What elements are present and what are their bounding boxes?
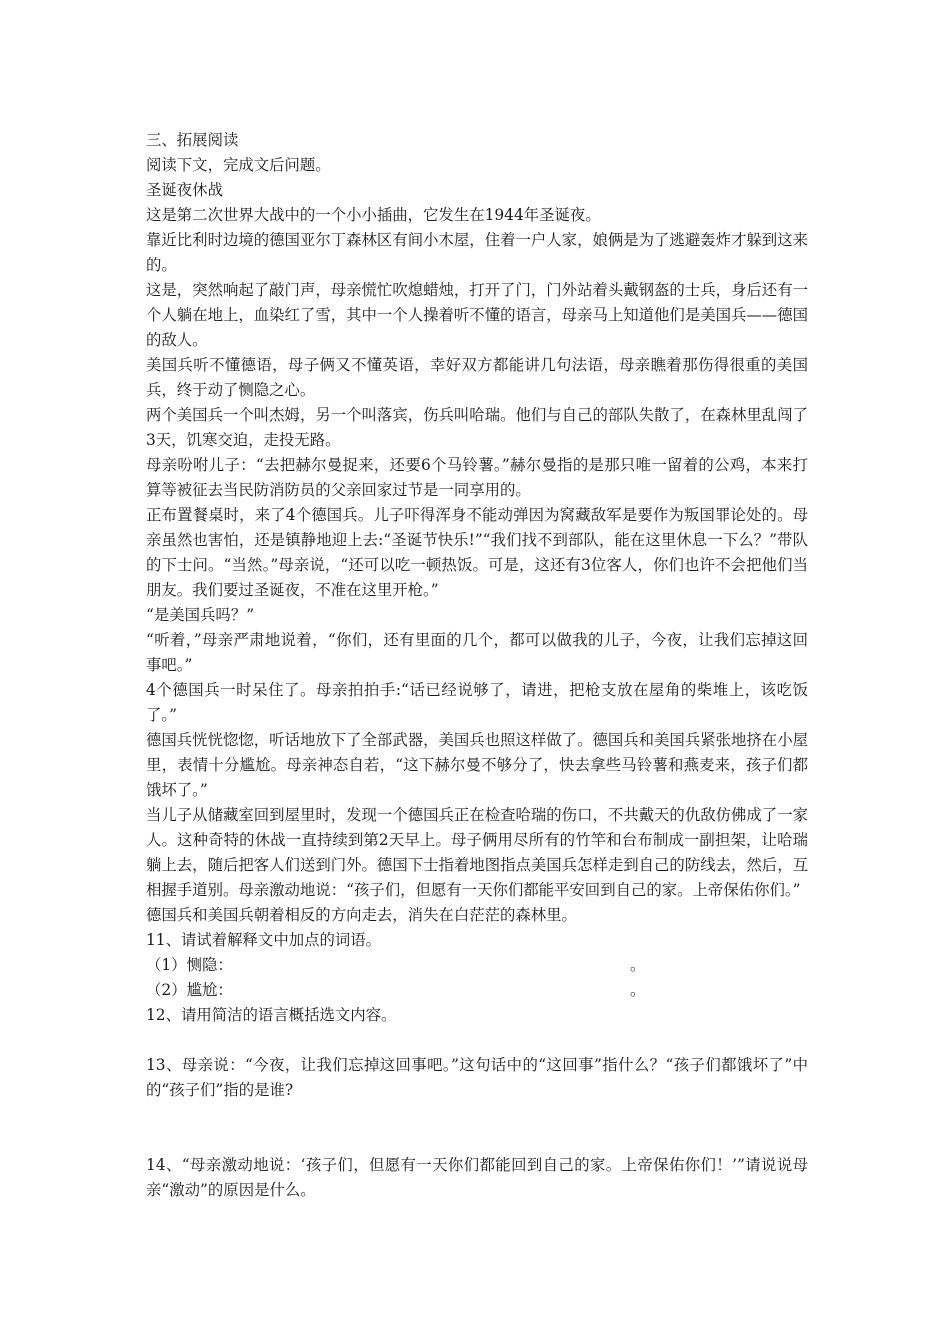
story-paragraph-6: 母亲吩咐儿子：“去把赫尔曼捉来，还要6个马铃薯。”赫尔曼指的是那只唯一留着的公鸡，本来打算等被征去当民防消防员的父亲回家过节是一同享用的。: [146, 456, 808, 499]
story-paragraph-5: 两个美国兵一个叫杰姆，另一个叫落宾，伤兵叫哈瑞。他们与自己的部队失散了，在森林里乱闯了3天，饥寒交迫，走投无路。: [146, 406, 808, 449]
answer-space-12: [146, 1028, 808, 1053]
question-12: 12、请用简洁的语言概括选文内容。: [146, 1006, 397, 1024]
question-11-item-1-label: （1）恻隐：: [146, 956, 233, 974]
story-paragraph-13: 德国兵和美国兵朝着相反的方向走去，消失在白茫茫的森林里。: [146, 906, 577, 924]
question-13: 13、母亲说：“今夜，让我们忘掉这回事吧。”这句话中的“这回事”指什么？“孩子们都饿坏了”中的“孩子们”指的是谁?: [146, 1056, 808, 1099]
section-title: 三、拓展阅读: [146, 131, 239, 149]
answer-space-13: [146, 1103, 808, 1153]
story-paragraph-11: 德国兵恍恍惚惚，听话地放下了全部武器，美国兵也照这样做了。德国兵和美国兵紧张地挤在小屋里，表情十分尴尬。母亲神态自若，“这下赫尔曼不够分了，快去拿些马铃薯和燕麦来，孩子们都饿坏了。”: [146, 731, 808, 799]
story-paragraph-1: 这是第二次世界大战中的一个小小插曲，它发生在1944年圣诞夜。: [146, 206, 601, 224]
story-paragraph-12: 当儿子从储藏室回到屋里时，发现一个德国兵正在检查哈瑞的伤口，不共戴天的仇敌仿佛成了一家人。这种奇特的休战一直持续到第2天早上。母子俩用尽所有的竹竿和台布制成一副担架，让哈瑞躺上去，随后把客人们送到门外。德国下士指着地图指点美国兵怎样走到自己的防线去，然后，互相握手道别。母亲激动地说：“孩子们，但愿有一天你们都能平安回到自己的家。上帝保佑你们。”: [146, 806, 808, 899]
story-paragraph-2: 靠近比利时边境的德国亚尔丁森林区有间小木屋，住着一户人家，娘俩是为了逃避轰炸才躲到这来的。: [146, 231, 808, 274]
story-paragraph-10: 4个德国兵一时呆住了。母亲拍拍手:“话已经说够了，请进，把枪支放在屋角的柴堆上，该吃饭了。”: [146, 681, 808, 724]
reading-instruction: 阅读下文，完成文后问题。: [146, 156, 331, 174]
question-11-item-2-end: 。: [630, 981, 646, 999]
story-paragraph-8: “是美国兵吗？”: [146, 606, 255, 624]
story-paragraph-9: “听着，”母亲严肃地说着，“你们，还有里面的几个，都可以做我的儿子，今夜，让我们忘掉这回事吧。”: [146, 631, 808, 674]
document-page: [146, 128, 808, 1203]
story-paragraph-3: 这是，突然响起了敲门声，母亲慌忙吹熄蜡烛，打开了门，门外站着头戴钢盔的士兵，身后还有一个人躺在地上，血染红了雪，其中一个人操着听不懂的语言，母亲马上知道他们是美国兵——德国的敌人。: [146, 281, 808, 349]
question-11-item-2: [146, 978, 808, 1003]
question-11-item-2-label: （2）尴尬：: [146, 981, 233, 999]
question-14: 14、“母亲激动地说：‘孩子们，但愿有一天你们都能回到自己的家。上帝保佑你们！’”请说说母亲“激动”的原因是什么。: [146, 1156, 808, 1199]
story-title: 圣诞夜休战: [146, 181, 223, 199]
story-paragraph-4: 美国兵听不懂德语，母子俩又不懂英语，幸好双方都能讲几句法语，母亲瞧着那伤得很重的美国兵，终于动了恻隐之心。: [146, 356, 808, 399]
question-11-item-1: [146, 953, 808, 978]
story-paragraph-7: 正布置餐桌时，来了4个德国兵。儿子吓得浑身不能动弹因为窝藏敌军是要作为叛国罪论处的。母亲虽然也害怕，还是镇静地迎上去:“圣诞节快乐!”“我们找不到部队，能在这里休息一下么？”带队的下士问。“当然。”母亲说，“还可以吃一顿热饭。可是，这还有3位客人，你们也许不会把他们当朋友。我们要过圣诞夜，不准在这里开枪。”: [146, 506, 808, 599]
question-11-item-1-end: 。: [630, 956, 646, 974]
question-11: 11、请试着解释文中加点的词语。: [146, 931, 382, 949]
